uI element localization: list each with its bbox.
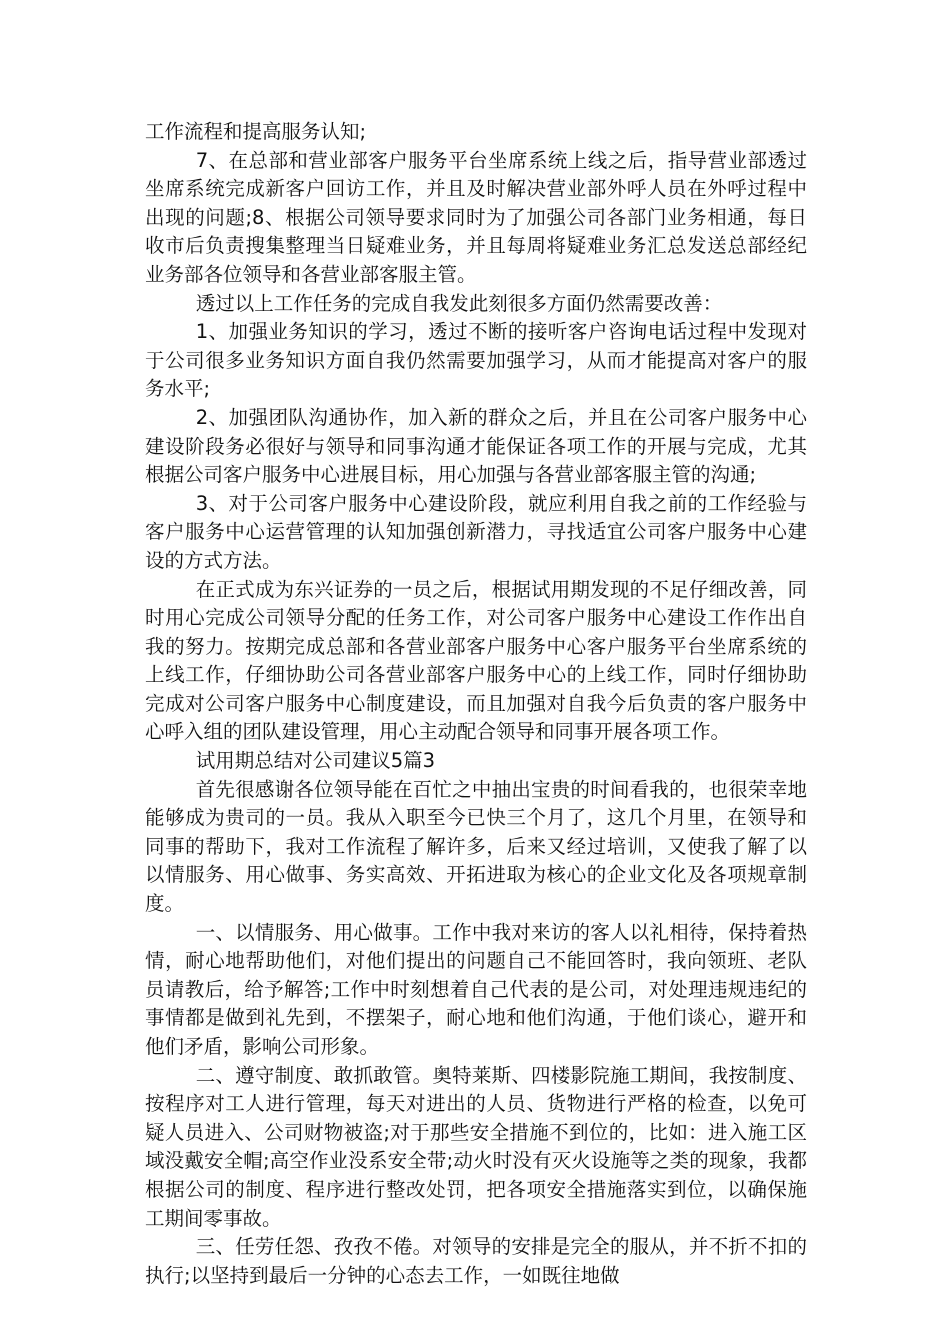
paragraph-point-3: 三、任劳任怨、孜孜不倦。对领导的安排是完全的服从，并不折不扣的执行;以坚持到最后一分钟的心态去工作，一如既往地做 bbox=[145, 1235, 807, 1287]
paragraph-gratitude: 首先很感谢各位领导能在百忙之中抽出宝贵的时间看我的，也很荣幸地能够成为贵司的一员。我从入职至今已快三个月了，这几个月里，在领导和同事的帮助下，我对工作流程了解许多，后来又经过培训，又使我了解了以以情服务、用心做事、务实高效、开拓进取为核心的企业文化及各项规章制度。 bbox=[145, 777, 807, 916]
paragraph-improvement-3: 3、对于公司客户服务中心建设阶段，就应利用自我之前的工作经验与客户服务中心运营管理的认知加强创新潜力，寻找适宜公司客户服务中心建设的方式方法。 bbox=[145, 491, 807, 572]
document-body bbox=[145, 118, 807, 1290]
paragraph-point-1: 一、以情服务、用心做事。工作中我对来访的客人以礼相待，保持着热情，耐心地帮助他们，对他们提出的问题自己不能回答时，我向领班、老队员请教后，给予解答;工作中时刻想着自己代表的是公司，对处理违规违纪的事情都是做到礼先到，不摆架子，耐心地和他们沟通，于他们谈心，避开和他们矛盾，影响公司形象。 bbox=[145, 920, 807, 1058]
paragraph-improvement-intro: 透过以上工作任务的完成自我发此刻很多方面仍然需要改善： bbox=[195, 291, 723, 315]
paragraph-continuation: 工作流程和提高服务认知; bbox=[145, 120, 367, 143]
section-heading: 试用期总结对公司建议5篇3 bbox=[195, 749, 436, 773]
paragraph-improvement-1: 1、加强业务知识的学习，透过不断的接听客户咨询电话过程中发现对于公司很多业务知识方面自我仍然需要加强学习，从而才能提高对客户的服务水平; bbox=[145, 320, 807, 401]
paragraph-improvement-2: 2、加强团队沟通协作，加入新的群众之后，并且在公司客户服务中心建设阶段务必很好与领导和同事沟通才能保证各项工作的开展与完成，尤其根据公司客户服务中心进展目标，用心加强与各营业部客服主管的沟通; bbox=[145, 405, 807, 487]
paragraph-point-2: 二、遵守制度、敢抓敢管。奥特莱斯、四楼影院施工期间，我按制度、按程序对工人进行管理，每天对进出的人员、货物进行严格的检查，以免可疑人员进入、公司财物被盗;对于那些安全措施不到位的，比如：进入施工区域没戴安全帽;高空作业没系安全带;动火时没有灭火设施等之类的现象，我都根据公司的制度、程序进行整改处罚，把各项安全措施落实到位，以确保施工期间零事故。 bbox=[145, 1063, 807, 1230]
paragraph-future-plan: 在正式成为东兴证券的一员之后，根据试用期发现的不足仔细改善，同时用心完成公司领导分配的任务工作，对公司客户服务中心建设工作作出自我的努力。按期完成总部和各营业部客户服务中心客户服务平台坐席系统的上线工作，仔细协助公司各营业部客户服务中心的上线工作，同时仔细协助完成对公司客户服务中心制度建设，而且加强对自我今后负责的客户服务中心呼入组的团队建设管理，用心主动配合领导和同事开展各项工作。 bbox=[145, 577, 807, 744]
paragraph-item-7: 7、在总部和营业部客户服务平台坐席系统上线之后，指导营业部透过坐席系统完成新客户回访工作，并且及时解决营业部外呼人员在外呼过程中出现的问题;8、根据公司领导要求同时为了加强公司各部门业务相通，每日收市后负责搜集整理当日疑难业务，并且每周将疑难业务汇总发送总部经纪业务部各位领导和各营业部客服主管。 bbox=[145, 148, 807, 286]
